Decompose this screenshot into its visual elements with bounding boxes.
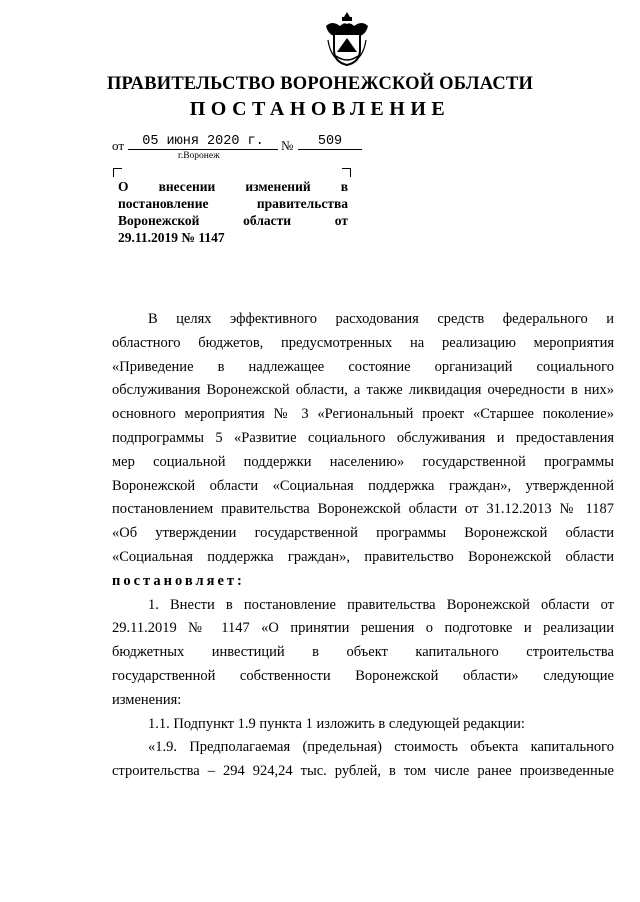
subject-line: 29.11.2019 № 1147: [118, 230, 225, 245]
document-date: 05 июня 2020 г.: [142, 134, 264, 149]
body-line: бюджетных инвестиций в объект капитального строительства: [112, 644, 614, 661]
body-line: постановлением правительства Воронежской области от 31.12.2013 № 1187: [112, 501, 614, 518]
body-line: государственной собственности Воронежской области» следующие: [112, 667, 614, 684]
number-sign: №: [281, 138, 294, 153]
document-body: [112, 308, 614, 784]
body-line: областного бюджетов, предусмотренных на реализацию мероприятия: [112, 334, 614, 351]
coat-of-arms-icon: [322, 10, 372, 68]
body-line: «Об утверждении государственной программы Воронежской области: [112, 525, 614, 542]
document-type: ПОСТАНОВЛЕНИЕ: [189, 98, 451, 120]
subject-line: постановление правительства: [118, 196, 348, 211]
body-line: основного мероприятия № 3 «Региональный проект «Старшее поколение»: [112, 406, 614, 423]
body-line: 1. Внести в постановление правительства Воронежской области от: [148, 596, 614, 613]
date-number-row: [112, 134, 362, 160]
body-line: «Социальная поддержка граждан», правительство Воронежской области: [112, 548, 614, 565]
body-line: Воронежской области «Социальная поддержка граждан», утвержденной: [112, 477, 614, 494]
subject-corner-right: [342, 168, 351, 177]
subject-line: Воронежской области от: [118, 213, 348, 228]
organization-name: ПРАВИТЕЛЬСТВО ВОРОНЕЖСКОЙ ОБЛАСТИ: [106, 74, 534, 94]
document-number: 509: [317, 134, 343, 149]
body-line: изменения:: [112, 691, 182, 708]
subject-corner-left: [113, 168, 122, 177]
date-underline: [128, 149, 278, 150]
date-prefix: от: [112, 138, 125, 153]
subject-line: О внесении изменений в: [118, 179, 348, 194]
body-line: «Приведение в надлежащее состояние организаций социального: [112, 358, 614, 375]
body-line: В целях эффективного расходования средств федерального и: [148, 311, 614, 327]
number-underline: [298, 149, 362, 150]
city-label: г.Воронеж: [178, 151, 220, 161]
body-line: 29.11.2019 № 1147 «О принятии решения о подготовке и реализации: [112, 620, 614, 637]
body-line: обслуживания Воронежской области, а также ликвидация очередности в них»: [112, 382, 614, 399]
body-line: подпрограммы 5 «Развитие социального обслуживания и предоставления: [112, 429, 614, 446]
document-subject: [118, 178, 348, 246]
resolves-label: постановляет:: [112, 572, 245, 589]
body-line: «1.9. Предполагаемая (предельная) стоимость объекта капитального: [148, 739, 614, 756]
body-line: строительства – 294 924,24 тыс. рублей, в том числе ранее произведенные: [112, 763, 614, 780]
body-line: мер социальной поддержки населению» государственной программы: [112, 453, 614, 470]
body-line: 1.1. Подпункт 1.9 пункта 1 изложить в следующей редакции:: [148, 715, 525, 732]
